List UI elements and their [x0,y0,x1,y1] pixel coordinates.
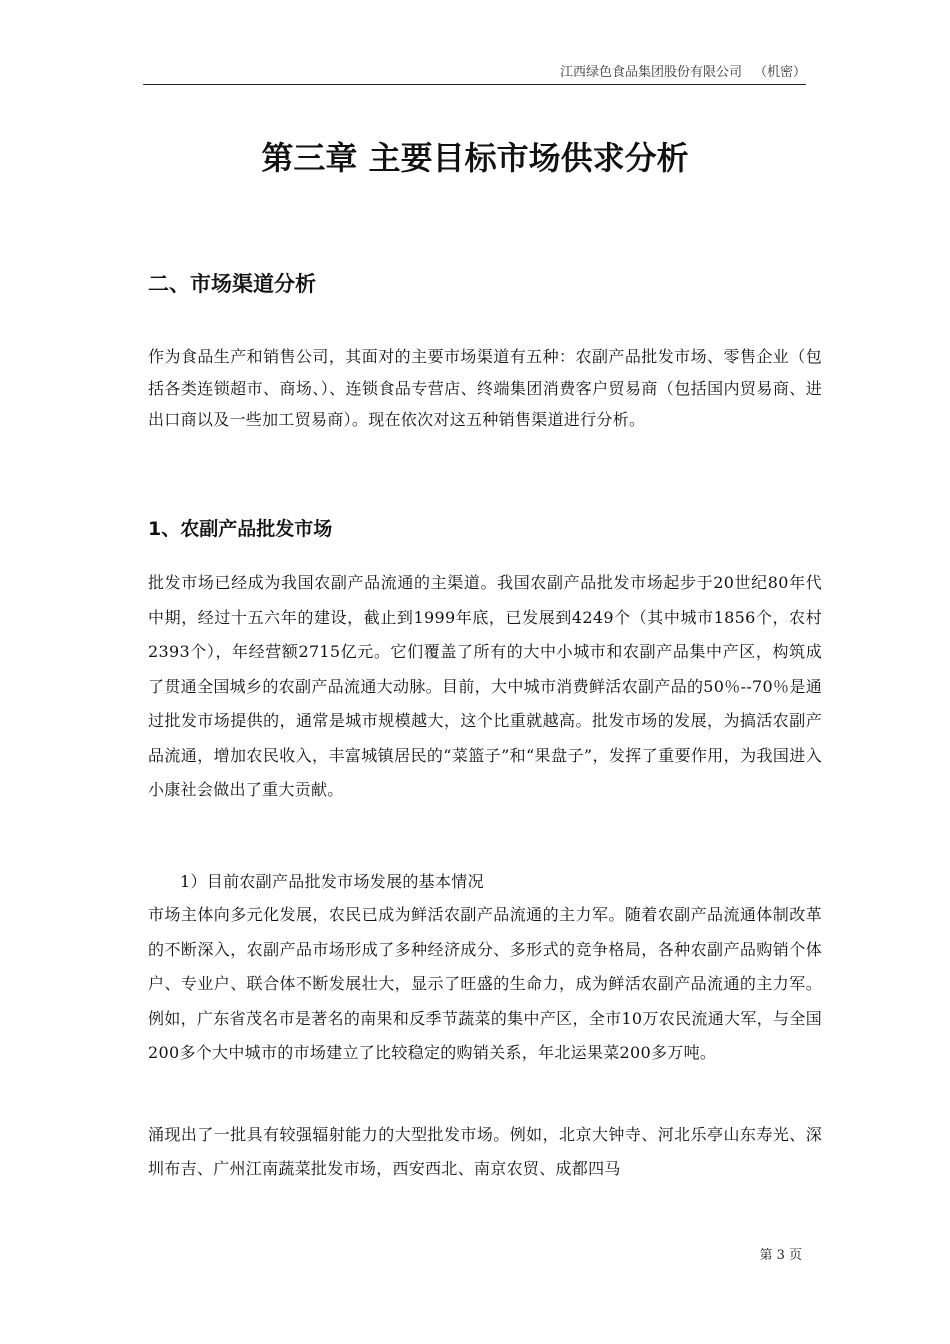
header-company: 江西绿色食品集团股份有限公司 [559,65,742,80]
subsection-heading: 1、农副产品批发市场 [148,518,333,540]
wholesale-paragraph: 批发市场已经成为我国农副产品流通的主渠道。我国农副产品批发市场起步于20世纪80年代中期，经过十五六年的建设，截止到1999年底，已发展到4249个（其中城市1856个，农村2393个），年经营额2715亿元。它们覆盖了所有的大中小城市和农副产品集中产区，构筑成了贯通全国城乡的农副产品流通大动脉。目前，大中城市消费鲜活农副产品的50％--70％是通过批发市场提供的，通常是城市规模越大，这个比重就越高。批发市场的发展，为搞活农副产品流通，增加农民收入，丰富城镇居民的“菜篮子”和“果盘子”，发挥了重要作用，为我国进入小康社会做出了重大贡献。 [148,573,822,799]
market-subject-paragraph: 市场主体向多元化发展，农民已成为鲜活农副产品流通的主力军。随着农副产品流通体制改革的不断深入，农副产品市场形成了多种经济成分、多形式的竞争格局，各种农副产品购销个体户、专业户、联合体不断发展壮大，显示了旺盛的生命力，成为鲜活农副产品流通的主力军。例如，广东省茂名市是著名的南果和反季节蔬菜的集中产区，全市10万农民流通大军，与全国200多个大中城市的市场建立了比较稳定的购销关系，年北运果菜200多万吨。 [148,905,822,1062]
section-heading: 二、市场渠道分析 [148,272,316,296]
chapter-title: 第三章 主要目标市场供求分析 [261,139,689,177]
large-markets-paragraph: 涌现出了一批具有较强辐射能力的大型批发市场。例如，北京大钟寺、河北乐亭山东寿光、深圳布吉、广州江南蔬菜批发市场，西安西北、南京农贸、成都四马 [148,1125,822,1178]
intro-paragraph: 作为食品生产和销售公司，其面对的主要市场渠道有五种：农副产品批发市场、零售企业（包括各类连锁超市、商场、）、连锁食品专营店、终端集团消费客户贸易商（包括国内贸易商、进出口商以及一些加工贸易商）。现在依次对这五种销售渠道进行分析。 [148,347,822,429]
page-header [143,64,806,85]
page-number: 第 3 页 [759,1248,802,1263]
item-heading: 1）目前农副产品批发市场发展的基本情况 [180,872,484,891]
header-confidential: （机密） [753,65,806,80]
